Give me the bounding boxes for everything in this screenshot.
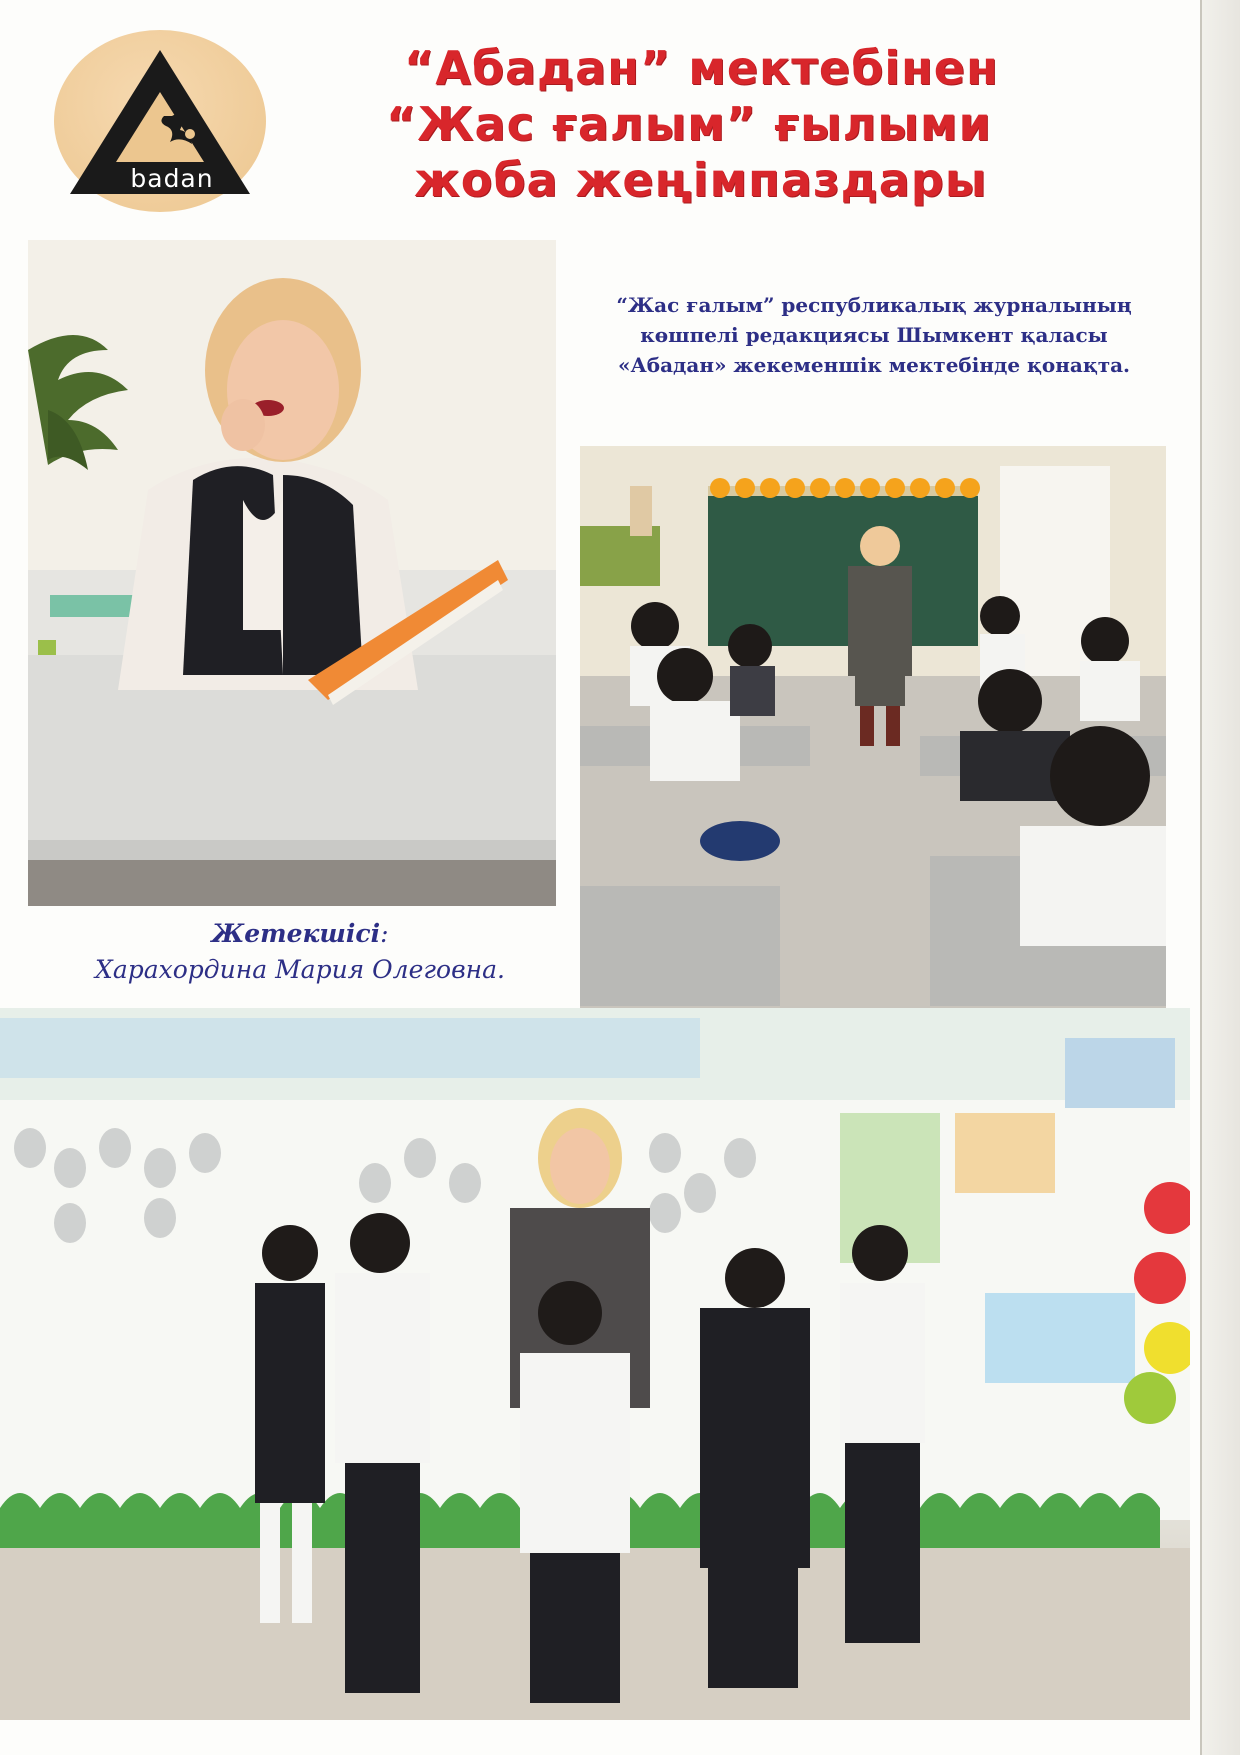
supervisor-role-colon: :	[380, 919, 389, 948]
title-line-1: “Абадан” мектебінен	[404, 41, 999, 95]
supervisor-role-label	[40, 916, 560, 952]
abadan-logo	[54, 30, 266, 212]
supervisor-name: Харахордина Мария Олеговна.	[95, 955, 505, 984]
intro-text	[574, 290, 1174, 380]
article-title	[386, 40, 1106, 208]
logo-wordmark: badan	[130, 164, 214, 193]
group-photo	[0, 1008, 1190, 1720]
title-line-2: “Жас ғалым” ғылыми	[386, 97, 992, 151]
teacher-portrait-photo	[28, 240, 556, 906]
supervisor-role-text: Жетекшісі	[211, 919, 381, 948]
page-fold-line	[1200, 0, 1202, 1755]
classroom-photo	[580, 446, 1166, 1008]
title-line-3: жоба жеңімпаздары	[414, 153, 988, 207]
intro-line-3: «Абадан» жекеменшік мектебінде қонақта.	[617, 353, 1131, 377]
intro-line-1: “Жас ғалым” республикалық журналының	[616, 293, 1132, 317]
teacher-photo-illustration	[28, 240, 556, 906]
page-edge	[1200, 0, 1240, 1755]
supervisor-caption	[40, 916, 560, 988]
intro-line-2: көшпелі редакциясы Шымкент қаласы	[640, 323, 1108, 347]
group-photo-illustration	[0, 1008, 1190, 1720]
classroom-photo-illustration	[580, 446, 1166, 1008]
